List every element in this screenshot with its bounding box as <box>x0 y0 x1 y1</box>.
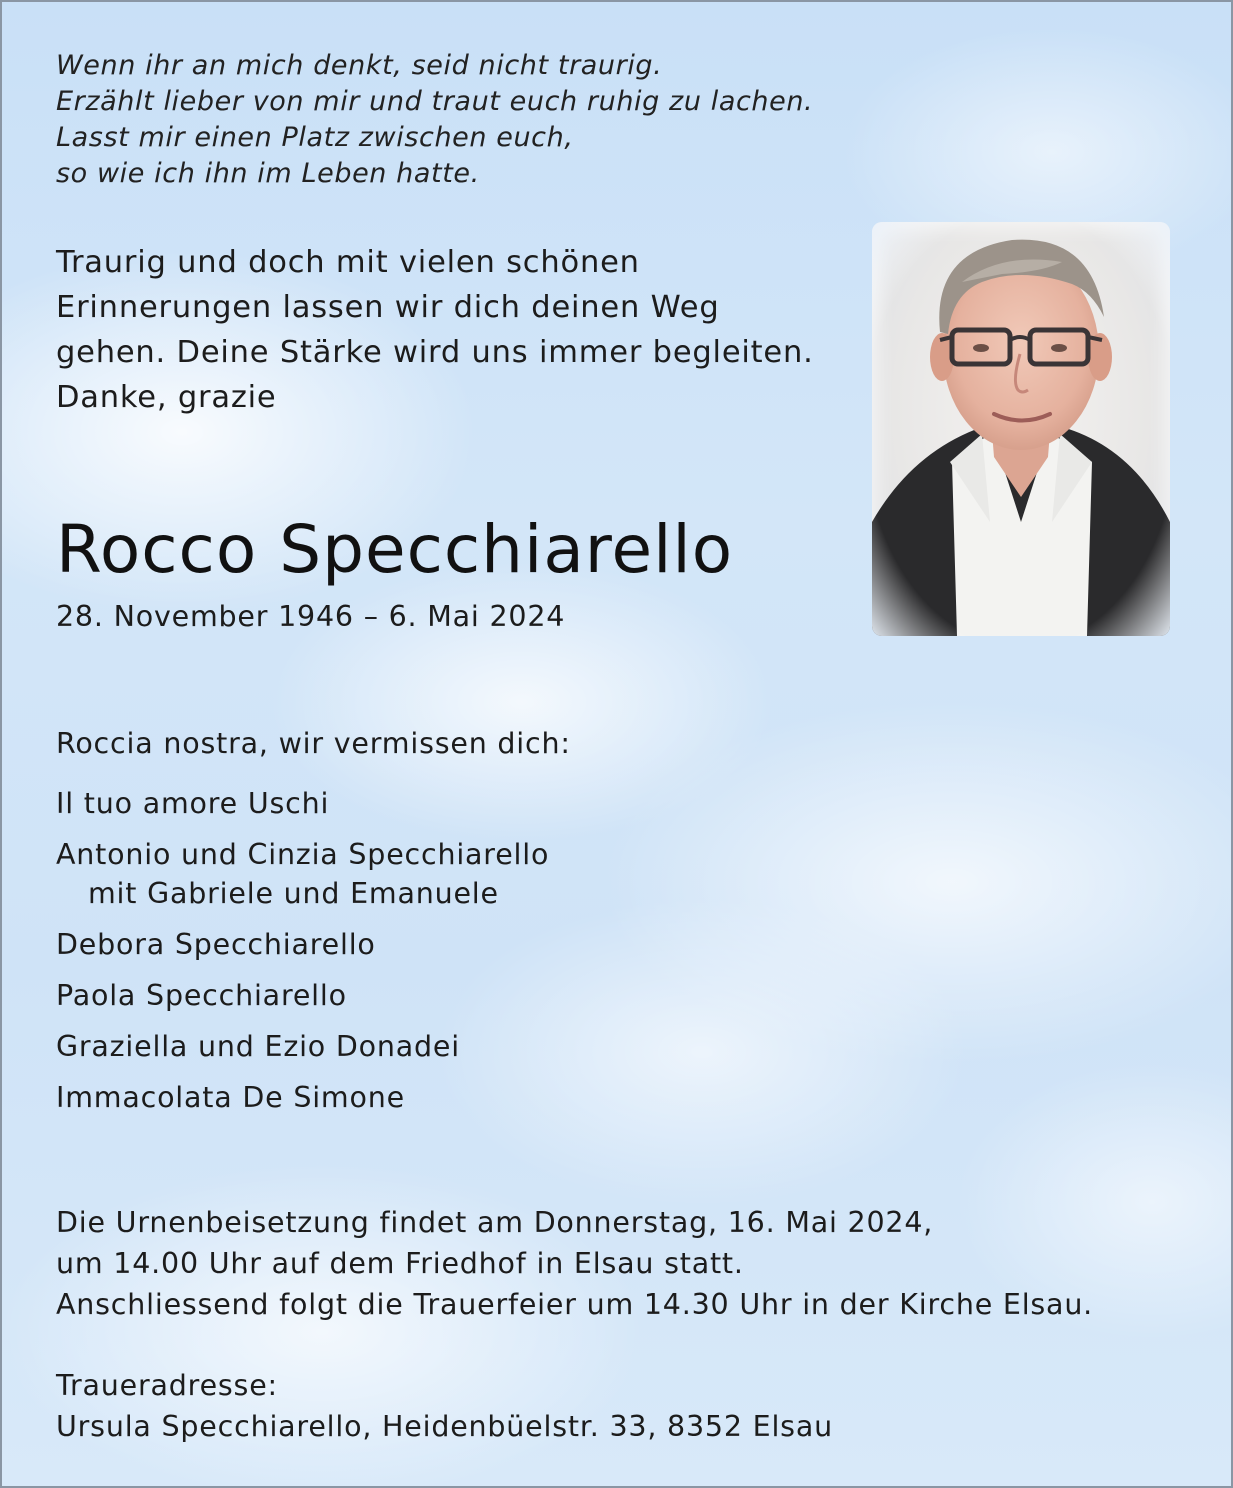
mourner-entry <box>56 784 549 824</box>
poem-line: Wenn ihr an mich denkt, seid nicht traurig. <box>56 50 663 81</box>
poem <box>56 48 813 192</box>
mourner-sub: mit Gabriele und Emanuele <box>88 877 499 910</box>
mourners-heading: Roccia nostra, wir vermissen dich: <box>56 727 571 760</box>
intro-line: gehen. Deine Stärke wird uns immer begleiten. <box>56 335 814 370</box>
service-line: Anschliessend folgt die Trauerfeier um 14.30 Uhr in der Kirche Elsau. <box>56 1288 1094 1321</box>
mourner-name: Antonio und Cinzia Specchiarello <box>56 838 550 871</box>
poem-line: Erzählt lieber von mir und traut euch ruhig zu lachen. <box>56 86 814 117</box>
poem-line: Lasst mir einen Platz zwischen euch, <box>56 122 574 153</box>
address-label: Traueradresse: <box>56 1369 278 1402</box>
mourner-entry <box>56 835 549 914</box>
deceased-name: Rocco Specchiarello <box>56 511 734 588</box>
service-line: Die Urnenbeisetzung findet am Donnerstag, 16. Mai 2024, <box>56 1206 934 1239</box>
mourner-entry <box>56 976 549 1016</box>
mourners-list <box>56 784 549 1129</box>
mourner-entry <box>56 1027 549 1067</box>
intro-text <box>56 240 814 420</box>
mourner-name: Debora Specchiarello <box>56 928 376 961</box>
mourner-name: Il tuo amore Uschi <box>56 787 330 820</box>
mourner-name: Paola Specchiarello <box>56 979 347 1012</box>
address-value: Ursula Specchiarello, Heidenbüelstr. 33, 8352 Elsau <box>56 1410 833 1443</box>
intro-line: Danke, grazie <box>56 380 277 415</box>
portrait-photo <box>872 222 1170 636</box>
portrait-illustration <box>872 222 1170 636</box>
mourning-address <box>56 1365 833 1447</box>
mourner-entry <box>56 925 549 965</box>
service-info <box>56 1202 1093 1325</box>
life-dates: 28. November 1946 – 6. Mai 2024 <box>56 600 566 633</box>
mourner-name: Immacolata De Simone <box>56 1081 405 1114</box>
mourner-entry <box>56 1078 549 1118</box>
intro-line: Traurig und doch mit vielen schönen <box>56 245 640 280</box>
intro-line: Erinnerungen lassen wir dich deinen Weg <box>56 290 720 325</box>
service-line: um 14.00 Uhr auf dem Friedhof in Elsau statt. <box>56 1247 744 1280</box>
poem-line: so wie ich ihn im Leben hatte. <box>56 158 480 189</box>
mourner-name: Graziella und Ezio Donadei <box>56 1030 460 1063</box>
